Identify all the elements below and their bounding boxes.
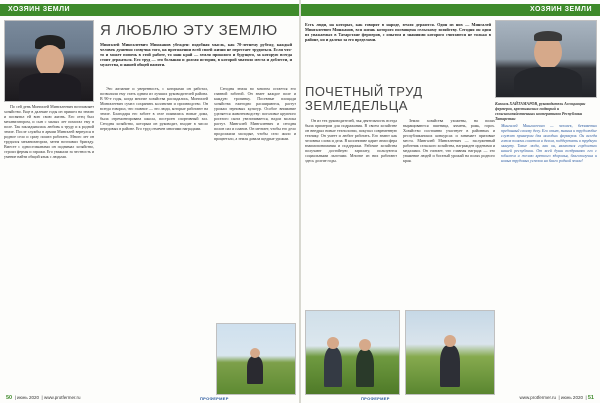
- field-photo-right-2: [405, 310, 495, 395]
- right-footer: www.protfermer.ru | июнь 2020 | 51: [519, 395, 594, 401]
- person-face: [250, 348, 260, 358]
- right-page-number: 51: [587, 395, 594, 401]
- left-header-bar: [0, 4, 299, 16]
- left-column-2-text: Это желание и уверенность, с которыми он работал, позволили ему стать одним из лучших руководителей района. В 90-е годы, когда многие хозяйства распадались, Мингалей Мингалеевич сумел сохранить коллектив и производство. Он всегда говорил, что главное — это люди, которые работают на земле. Благодаря его заботе в селе появились новые дома, была отремонтирована школа, построен спортивный зал. Сегодня хозяйство, которым он руководит, входит в число передовых в районе. Его труд отмечен многими наградами.: [100, 86, 208, 131]
- left-article-lead: Мингалей Мингалеевич Минжанов убежден: подобная мысль, как 70-летнему рубежу, каждый человек душевно созвучна того, на протяжении всей своей жизни не перестает трудиться. Если что-то и может помочь в этой работе, то наш край — земля прошлого и будущего, за которую всегда стоит держаться. Его труд — это большая и долгая история, в которой хватило места и доблести, и мужества, и нашей общей памяти.: [100, 42, 292, 67]
- right-section-label: ХОЗЯИН ЗЕМЛИ: [529, 6, 592, 13]
- left-column-1-text: По сей день Мингалей Мингалеевич возглавляет хозяйство. Еще в далекие годы он пришел на землю и посвятил ей всю свою жизнь. Его отец был механизатором, и сын с малых лет помогал ему в поле. Так закладывалась любовь к труду и к родной земле. После службы в армии Мингалей вернулся в родное село и сразу пошел работать. Много лет он трудился механизатором, затем возглавил бригаду. Вместе с односельчанами он поднимал хозяйство, строил фермы и гаражи. Его уважали за честность и умение найти общий язык с людьми.: [4, 104, 94, 159]
- sidebar-quote: Мингалей Мингалеевич — человек, беззаветно преданный своему делу. Его опыт, знания и трудолюбие служат примером для молодых фермеров. Он всегда готов помочь советом и делом, поддержать в трудную минуту. Такие люди, как он, являются гордостью нашей республики. От всей души поздравляю его с юбилеем и желаю крепкого здоровья, благополучия и новых трудовых успехов на благо родной земли!: [501, 123, 597, 163]
- right-header-bar: [301, 4, 600, 16]
- person-face: [444, 335, 456, 347]
- left-section-label: ХОЗЯИН ЗЕМЛИ: [8, 6, 71, 13]
- hair-shape: [534, 31, 562, 41]
- left-column-3-text: Сегодня земля во многом остается его главной заботой. Он знает каждое поле и каждую тропинку. Посевные площади хозяйства ежегодно расширяются, растут урожаи зерновых культур. Особое внимание уделяется животноводству: поголовье крупного рогатого скота увеличивается, надои молока растут. Мингалей Мингалеевич и сегодня полон сил и планов. Он мечтает, чтобы его дело продолжили молодые, чтобы село жило и процветало, а земля давала щедрые урожаи.: [214, 86, 296, 141]
- left-column-2: [100, 86, 208, 393]
- right-page: [301, 0, 600, 403]
- right-issue: июнь 2020: [560, 395, 583, 400]
- left-column-1: [4, 104, 94, 393]
- person-figure: [247, 356, 263, 384]
- person-figure: [356, 349, 374, 387]
- left-footer: 50 | июнь 2020 | www.protfermer.ru: [6, 395, 81, 401]
- left-page: [0, 0, 299, 403]
- right-article-lead: Есть люди, на которых, как говорят в народе, земля держится. Один из них — Мингалей Мингалеевич Минжанов, вся жизнь которого посвящена сельскому хозяйству. Сегодня он один из уважаемых в Татарстане фермеров, с опытом и знаниями которого считаются не только в районе, но и далеко за его пределами.: [305, 22, 491, 42]
- field-photo-left: [216, 323, 296, 395]
- person-face: [327, 337, 339, 349]
- person-figure: [440, 345, 460, 387]
- suit-shape: [19, 73, 81, 102]
- left-column-3: [214, 86, 296, 306]
- left-footer-logo: ПРОФЕРМЕР: [200, 396, 229, 401]
- left-page-number: 50: [6, 395, 13, 401]
- left-article-title: Я ЛЮБЛЮ ЭТУ ЗЕМЛЮ: [100, 22, 278, 39]
- portrait-photo-left: [4, 20, 94, 102]
- right-column-1-text: Он из тех руководителей, чья деятельность всегда была примером для подражания. В своем хозяйстве он внедрял новые технологии, покупал современную технику. Он умеет и любит работать. Его знают как человека слова и дела. В коллективе царит атмосфера взаимопонимания и поддержки. Рабочие хозяйства получают достойную зарплату, пользуются социальными льготами. Многие из них работают здесь долгие годы.: [305, 118, 397, 163]
- right-footer-logo: ПРОФЕРМЕР: [361, 396, 390, 401]
- left-site-link[interactable]: www.protfermer.ru: [43, 395, 81, 400]
- right-column-2-text: Земли хозяйства ухожены, на полях выращиваются пшеница, ячмень, рожь, горох. Хозяйство постоянно участвует в районных и республиканских конкурсах и занимает призовые места. Мингалей Мингалеевич — заслуженный работник сельского хозяйства, награжден орденами и медалями. Он считает, что главная награда — это уважение людей и богатый урожай на полях родного края.: [403, 118, 495, 163]
- right-article-title: ПОЧЕТНЫЙ ТРУД ЗЕМЛЕДЕЛЬЦА: [305, 84, 423, 113]
- person-face: [359, 339, 371, 351]
- portrait-caption: Камиль ХАЙТАМАРОВ, руководитель Ассоциации фермеров, крестьянских подворий и сельскохозяйственных кооперативов Республики Татарстан: [495, 101, 586, 121]
- person-figure: [324, 347, 342, 387]
- right-column-1: [305, 118, 397, 306]
- left-issue: июнь 2020: [17, 395, 40, 400]
- portrait-photo-right: [495, 20, 597, 98]
- right-site-link[interactable]: www.protfermer.ru: [519, 395, 557, 400]
- field-photo-right-1: [305, 310, 400, 395]
- right-column-2: [403, 118, 495, 306]
- suit-shape: [514, 67, 582, 98]
